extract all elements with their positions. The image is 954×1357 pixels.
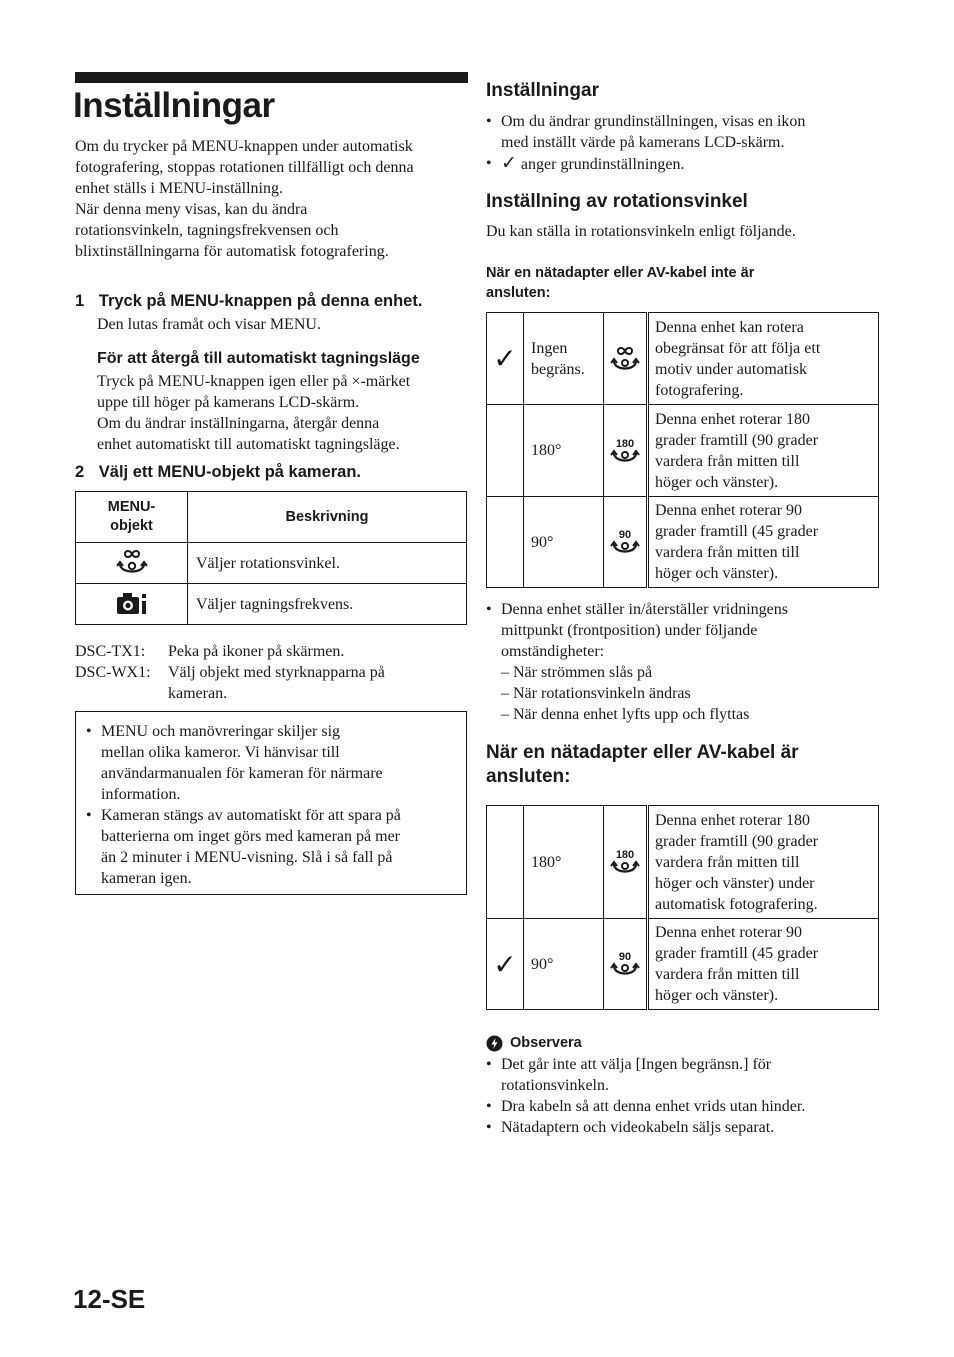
adapter-heading bbox=[486, 741, 799, 789]
intro-line: rotationsvinkeln, tagningsfrekvensen och bbox=[75, 222, 339, 239]
observe-title: Observera bbox=[510, 1035, 582, 1051]
note-line: mellan olika kameror. Vi hänvisar till bbox=[101, 744, 340, 761]
note-line: • Kameran stängs av automatiskt för att spara på bbox=[101, 807, 401, 824]
description-line: höger och vänster). bbox=[655, 473, 779, 491]
return-line: Tryck på MENU-knappen igen eller på ×-märket bbox=[97, 373, 411, 390]
rotation-description bbox=[648, 405, 879, 497]
icon-label: 180 bbox=[615, 437, 635, 450]
intro-line: När denna meny visas, kan du ändra bbox=[75, 201, 308, 218]
settings-line: anger grundinställningen. bbox=[520, 156, 685, 173]
step-2 bbox=[75, 462, 361, 483]
default-check-icon bbox=[487, 497, 524, 588]
page-number: 12-SE bbox=[73, 1284, 146, 1314]
return-line: enhet automatiskt till automatiskt tagningsläge. bbox=[97, 436, 400, 453]
intro-line: fotografering, stoppas rotationen tillfälligt och denna bbox=[75, 159, 414, 176]
rotation-value bbox=[524, 405, 604, 497]
column-header-menu-object bbox=[76, 492, 188, 543]
model-text: Välj objekt med styrknapparna på bbox=[168, 664, 385, 681]
icon-label: 180 bbox=[615, 849, 635, 861]
table-row bbox=[487, 919, 879, 1010]
check-icon: ✓ bbox=[501, 152, 517, 174]
note-list bbox=[86, 721, 461, 889]
rotation-value bbox=[524, 806, 604, 919]
rotation-value bbox=[524, 497, 604, 588]
step-title: Välj ett MENU-objekt på kameran. bbox=[98, 463, 362, 481]
no-adapter-heading bbox=[486, 263, 754, 303]
settings-list bbox=[486, 111, 881, 175]
condition-item: – När strömmen slås på bbox=[501, 664, 653, 681]
list-item bbox=[486, 153, 881, 175]
note-line: • MENU och manövreringar skiljer sig bbox=[101, 723, 341, 740]
return-line: uppe till höger på kamerans LCD-skärm. bbox=[97, 394, 360, 411]
icon-label: 90 bbox=[618, 529, 632, 541]
rotation-infinite-icon bbox=[604, 313, 648, 405]
note-line: information. bbox=[101, 786, 181, 803]
default-check-icon: ✓ bbox=[487, 313, 524, 405]
table-row bbox=[487, 405, 879, 497]
observe-heading bbox=[486, 1033, 582, 1053]
description-line: Denna enhet roterar 90 bbox=[655, 502, 803, 519]
description-line: vardera från mitten till bbox=[655, 853, 800, 871]
heading-line: När en nätadapter eller AV-kabel inte är bbox=[486, 265, 755, 281]
menu-description: Väljer tagningsfrekvens. bbox=[188, 584, 467, 625]
heading-line: ansluten: bbox=[486, 766, 571, 787]
rotation-180-icon bbox=[604, 405, 648, 497]
list-item bbox=[486, 1117, 881, 1138]
step-1 bbox=[75, 291, 422, 312]
note-box bbox=[75, 711, 467, 895]
intro-line: enhet ställs i MENU-inställning. bbox=[75, 180, 283, 197]
model-text: kameran. bbox=[168, 685, 228, 702]
model-name: DSC-WX1: bbox=[75, 664, 151, 681]
intro-line: blixtinställningarna för automatisk fotografering. bbox=[75, 243, 389, 260]
rotation-value bbox=[524, 313, 604, 405]
rotation-description bbox=[648, 919, 879, 1010]
heading-line: ansluten: bbox=[486, 285, 551, 301]
model-entry bbox=[75, 662, 470, 683]
return-heading: För att återgå till automatiskt tagningsläge bbox=[97, 350, 420, 367]
default-check-icon: ✓ bbox=[487, 919, 524, 1010]
description-line: höger och vänster). bbox=[655, 565, 779, 582]
reset-conditions bbox=[486, 662, 749, 725]
note-line: användarmanualen för kameran för närmare bbox=[101, 765, 383, 782]
note-line: batterierna om inget görs med kameran på mer bbox=[101, 828, 400, 845]
rotation-angle-heading: Inställning av rotationsvinkel bbox=[486, 191, 748, 212]
observe-line: • Nätadaptern och videokabeln säljs separat. bbox=[501, 1119, 775, 1136]
description-line: motiv under automatisk bbox=[655, 360, 807, 378]
description-line: vardera från mitten till bbox=[655, 452, 800, 470]
note-line: än 2 minuter i MENU-visning. Slå i så fall på bbox=[101, 849, 393, 866]
model-text: Peka på ikoner på skärmen. bbox=[168, 643, 345, 660]
table-row bbox=[76, 584, 467, 625]
list-item bbox=[86, 805, 461, 889]
default-check-icon bbox=[487, 405, 524, 497]
condition-item: – När denna enhet lyfts upp och flyttas bbox=[501, 706, 750, 723]
description-line: höger och vänster). bbox=[655, 987, 779, 1004]
table-row bbox=[487, 806, 879, 919]
description-line: obegränsat för att följa ett bbox=[655, 339, 821, 357]
value-line: 180° bbox=[531, 853, 562, 871]
page-title: Inställningar bbox=[73, 86, 275, 125]
model-list bbox=[75, 641, 470, 704]
rotation-infinite-icon bbox=[76, 543, 188, 584]
intro-paragraph bbox=[75, 136, 470, 262]
observe-line: • Dra kabeln så att denna enhet vrids utan hinder. bbox=[501, 1098, 806, 1115]
condition-item: – När rotationsvinkeln ändras bbox=[501, 685, 691, 702]
rotation-description bbox=[648, 313, 879, 405]
return-line: Om du ändrar inställningarna, återgår denna bbox=[97, 415, 380, 432]
rotation-90-icon bbox=[604, 497, 648, 588]
description-line: automatisk fotografering. bbox=[655, 895, 818, 913]
description-line: Denna enhet kan rotera bbox=[655, 318, 804, 336]
value-line: 90° bbox=[531, 533, 554, 551]
list-item bbox=[86, 721, 461, 805]
menu-object-table bbox=[75, 491, 467, 625]
camera-frequency-icon bbox=[76, 584, 188, 625]
reset-line: omständigheter: bbox=[501, 643, 605, 660]
list-item bbox=[486, 1054, 881, 1096]
description-line: vardera från mitten till bbox=[655, 544, 800, 561]
value-line: begräns. bbox=[531, 360, 585, 378]
observe-line: • Det går inte att välja [Ingen begränsn.] för bbox=[501, 1056, 772, 1073]
table-row bbox=[76, 543, 467, 584]
description-line: grader framtill (45 grader bbox=[655, 945, 819, 962]
caution-icon bbox=[486, 1035, 503, 1052]
heading-line: När en nätadapter eller AV-kabel är bbox=[486, 742, 799, 763]
value-line: 180° bbox=[531, 442, 562, 459]
description-line: grader framtill (90 grader bbox=[655, 832, 819, 850]
description-line: vardera från mitten till bbox=[655, 966, 800, 983]
menu-description: Väljer rotationsvinkel. bbox=[188, 543, 467, 584]
column-header-line: objekt bbox=[110, 518, 153, 534]
rotation-value bbox=[524, 919, 604, 1010]
settings-heading: Inställningar bbox=[486, 80, 599, 101]
settings-line: • Om du ändrar grundinställningen, visas en ikon bbox=[501, 113, 806, 130]
description-line: höger och vänster) under bbox=[655, 874, 815, 892]
description-line: fotografering. bbox=[655, 381, 744, 399]
description-line: Denna enhet roterar 180 bbox=[655, 410, 811, 428]
settings-line: med inställt värde på kamerans LCD-skärm. bbox=[501, 134, 785, 151]
description-line: Denna enhet roterar 180 bbox=[655, 811, 811, 829]
rotation-description bbox=[648, 806, 879, 919]
observe-line: rotationsvinkeln. bbox=[501, 1077, 609, 1094]
description-line: grader framtill (45 grader bbox=[655, 523, 819, 540]
step-title: Tryck på MENU-knappen på denna enhet. bbox=[98, 292, 423, 310]
step-1-text: Den lutas framåt och visar MENU. bbox=[97, 316, 321, 333]
title-rule bbox=[75, 72, 468, 83]
reset-line: mittpunkt (frontposition) under följande bbox=[501, 622, 758, 639]
rotation-table-no-adapter bbox=[486, 312, 879, 588]
table-header-row bbox=[76, 492, 467, 543]
column-header-line: MENU- bbox=[107, 499, 156, 515]
value-line: 90° bbox=[531, 955, 554, 973]
intro-line: Om du trycker på MENU-knappen under automatisk bbox=[75, 138, 413, 155]
list-item bbox=[486, 599, 881, 662]
list-item bbox=[486, 1096, 881, 1117]
return-paragraph bbox=[97, 371, 469, 455]
rotation-90-icon bbox=[604, 919, 648, 1010]
model-name: DSC-TX1: bbox=[75, 643, 146, 660]
reset-list bbox=[486, 599, 881, 662]
icon-label: 90 bbox=[618, 951, 632, 963]
rotation-intro: Du kan ställa in rotationsvinkeln enligt följande. bbox=[486, 223, 796, 240]
list-item bbox=[486, 111, 881, 153]
rotation-description bbox=[648, 497, 879, 588]
table-row bbox=[487, 497, 879, 588]
reset-line: • Denna enhet ställer in/återställer vridningens bbox=[501, 601, 789, 618]
note-line: kameran igen. bbox=[101, 870, 192, 887]
step-number: 2 bbox=[75, 463, 85, 481]
value-line: Ingen bbox=[531, 339, 568, 357]
model-entry bbox=[75, 641, 470, 662]
column-header-description: Beskrivning bbox=[188, 492, 467, 543]
description-line: Denna enhet roterar 90 bbox=[655, 924, 803, 941]
observe-list bbox=[486, 1054, 881, 1138]
rotation-table-adapter bbox=[486, 805, 879, 1010]
rotation-180-icon bbox=[604, 806, 648, 919]
description-line: grader framtill (90 grader bbox=[655, 431, 819, 449]
step-number: 1 bbox=[75, 292, 85, 310]
default-check-icon bbox=[487, 806, 524, 919]
table-row bbox=[487, 313, 879, 405]
